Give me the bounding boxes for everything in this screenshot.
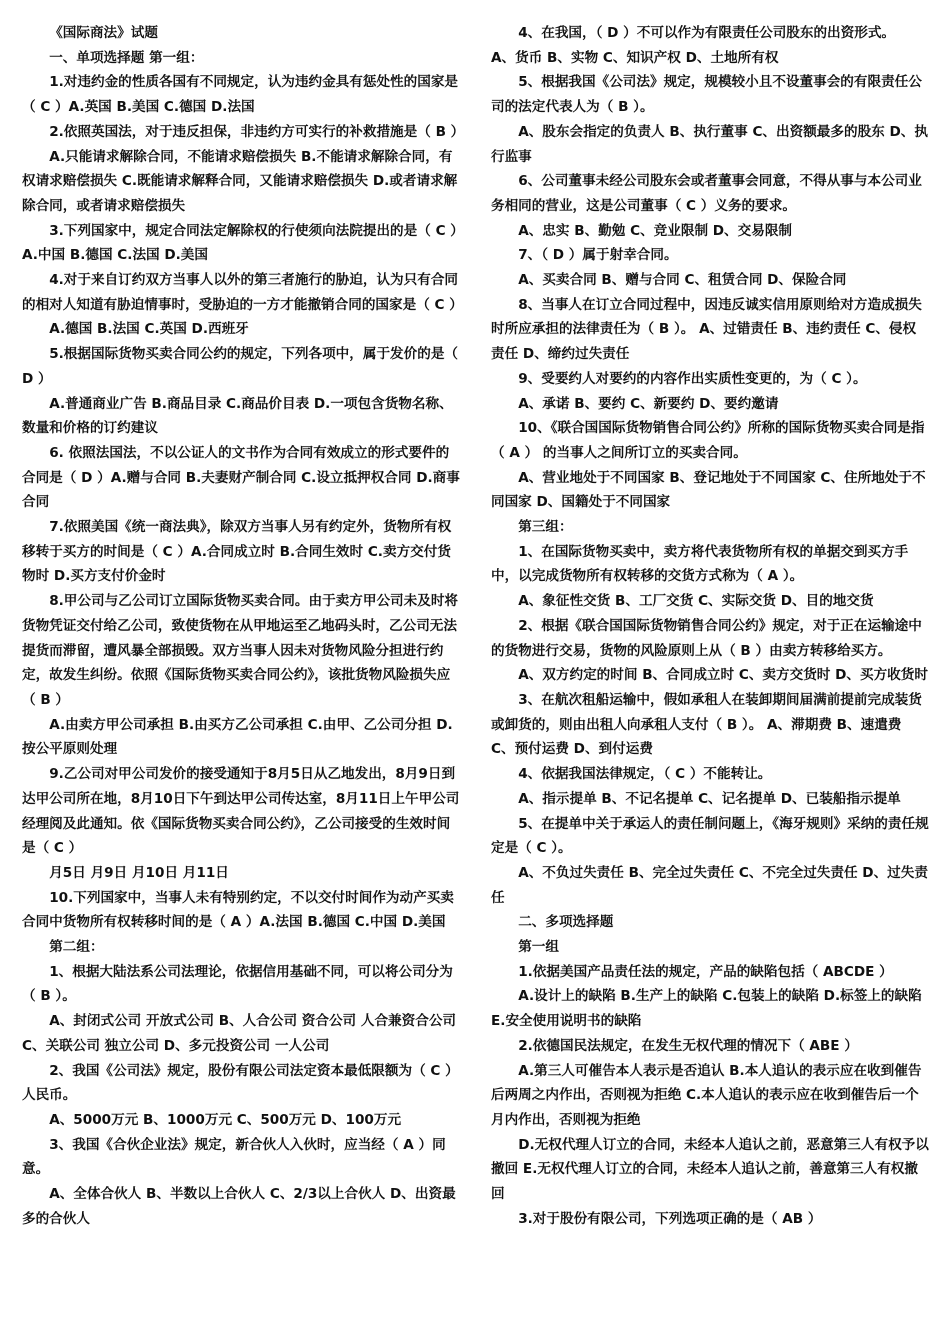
- text-paragraph: A.只能请求解除合同，不能请求赔偿损失 B.不能请求解除合同，有权请求赔偿损失 C.既能请求解释合同，又能请求赔偿损失 D.或者请求解除合同，或者请求赔偿损失: [22, 148, 458, 214]
- text-paragraph: 2.依德国民法规定，在发生无权代理的情况下（ ABE ）: [518, 1037, 858, 1054]
- text-paragraph: A.设计上的缺陷 B.生产上的缺陷 C.包装上的缺陷 D.标签上的缺陷 E.安全使用说明书的缺陷: [491, 988, 922, 1030]
- right-text-column: [491, 21, 929, 1231]
- text-paragraph: 1、在国际货物买卖中，卖方将代表货物所有权的单据交到买方手中，以完成货物所有权转移的交货方式称为（ A ）。: [491, 543, 909, 585]
- text-paragraph: 10.下列国家中，当事人未有特别约定，不以交付时间作为动产买卖合同中货物所有权转移时间的是（ A ）A.法国 B.德国 C.中国 D.美国: [22, 889, 454, 931]
- text-paragraph: A.由卖方甲公司承担 B.由买方乙公司承担 C.由甲、乙公司分担 D.按公平原则处理: [22, 716, 453, 758]
- text-paragraph: A、买卖合同 B、赠与合同 C、租赁合同 D、保险合同: [518, 272, 847, 289]
- text-paragraph: 5.根据国际货物买卖合同公约的规定，下列各项中，属于发价的是（ D ）: [22, 346, 459, 387]
- text-paragraph: A、忠实 B、勤勉 C、竞业限制 D、交易限制: [518, 222, 793, 239]
- text-paragraph: 4.对于来自订约双方当事人以外的第三者施行的胁迫，认为只有合同的相对人知道有胁迫情事时，受胁迫的一方才能撤销合同的国家是（ C ）: [22, 272, 463, 313]
- text-paragraph: A、承诺 B、要约 C、新要约 D、要约邀请: [518, 395, 779, 412]
- text-paragraph: 1.依据美国产品责任法的规定，产品的缺陷包括（ ABCDE ）: [518, 963, 893, 980]
- text-paragraph: 1、根据大陆法系公司法理论，依据信用基础不同，可以将公司分为（ B ）。: [22, 963, 453, 1005]
- text-paragraph: 9.乙公司对甲公司发价的接受通知于8月5日从乙地发出，8月9日到达甲公司所在地，8月10日下午到达甲公司传达室，8月11日上午甲公司经理阅及此通知。依《国际货物买卖合同公约》，乙公司接受的生效时间是（ C ）: [22, 766, 460, 857]
- text-paragraph: A、营业地处于不同国家 B、登记地处于不同国家 C、住所地处于不同国家 D、国籍处于不同国家: [491, 469, 926, 511]
- text-paragraph: 一、单项选择题 第一组：: [49, 49, 204, 66]
- text-paragraph: 第一组: [518, 939, 559, 956]
- text-paragraph: 3.下列国家中，规定合同法定解除权的行使须向法院提出的是（ C ）A.中国 B.德国 C.法国 D.美国: [22, 222, 458, 264]
- text-paragraph: A、股东会指定的负责人 B、执行董事 C、出资额最多的股东 D、执行监事: [491, 123, 928, 165]
- text-paragraph: A、不负过失责任 B、完全过失责任 C、不完全过失责任 D、过失责任: [491, 864, 928, 906]
- text-paragraph: 9、受要约人对要约的内容作出实质性变更的，为（ C ）。: [518, 370, 867, 387]
- text-paragraph: 6、公司董事未经公司股东会或者董事会同意，不得从事与本公司业务相同的营业，这是公司董事（ C ）义务的要求。: [491, 173, 922, 214]
- text-paragraph: 《国际商法》试题: [49, 25, 158, 41]
- text-paragraph: A、封闭式公司 开放式公司 B、人合公司 资合公司 人合兼资合公司 C、关联公司 独立公司 D、多元投资公司 一人公司: [22, 1013, 457, 1054]
- text-paragraph: 2、我国《公司法》规定，股份有限公司法定资本最低限额为（ C ）人民币。: [22, 1062, 459, 1104]
- text-paragraph: 第三组：: [518, 519, 573, 536]
- text-paragraph: 4、在我国，（ D ）不可以作为有限责任公司股东的出资形式。: [518, 25, 896, 41]
- text-paragraph: 8.甲公司与乙公司订立国际货物买卖合同。由于卖方甲公司未及时将货物凭证交付给乙公司，致使货物在从甲地运至乙地码头时，乙公司无法提货而滞留，遭风暴全部损毁。双方当事人因未对货物风险分担进行约定，故发生纠纷。依照《国际货物买卖合同公约》，该批货物风险损失应（ B ）: [22, 593, 459, 708]
- text-paragraph: A、象征性交货 B、工厂交货 C、实际交货 D、目的地交货: [518, 593, 874, 610]
- text-paragraph: 3、在航次租船运输中，假如承租人在装卸期间届满前提前完成装货或卸货的，则由出租人向承租人支付（ B ）。 A、滞期费 B、速遣费 C、预付运费 D、到付运费: [491, 691, 922, 758]
- text-paragraph: 7.依照美国《统一商法典》，除双方当事人另有约定外，货物所有权移转于买方的时间是（ C ）A.合同成立时 B.合同生效时 C.卖方交付货物时 D.买方支付价金时: [22, 519, 452, 585]
- text-paragraph: A.第三人可催告本人表示是否追认 B.本人追认的表示应在收到催告后两周之内作出，否则视为拒绝 C.本人追认的表示应在收到催告后一个月内作出，否则视为拒绝: [491, 1062, 922, 1128]
- text-paragraph: A、货币 B、实物 C、知识产权 D、土地所有权: [491, 49, 779, 66]
- text-paragraph: D.无权代理人订立的合同，未经本人追认之前，恶意第三人有权予以撤回 E.无权代理人订立的合同，未经本人追认之前，善意第三人有权撤回: [491, 1136, 929, 1203]
- text-paragraph: 3.对于股份有限公司，下列选项正确的是（ AB ）: [518, 1210, 822, 1227]
- text-paragraph: 2.依照英国法，对于违反担保，非违约方可实行的补救措施是（ B ）: [49, 123, 465, 140]
- text-paragraph: 第二组：: [49, 939, 104, 956]
- text-paragraph: A、5000万元 B、1000万元 C、500万元 D、100万元: [49, 1111, 402, 1128]
- text-paragraph: 7、（ D ）属于射幸合同。: [518, 247, 678, 264]
- text-paragraph: A、全体合伙人 B、半数以上合伙人 C、2/3以上合伙人 D、出资最多的合伙人: [22, 1186, 456, 1227]
- text-paragraph: 2、根据《联合国国际货物销售合同公约》规定，对于正在运输途中的货物进行交易，货物的风险原则上从（ B ）由卖方转移给买方。: [491, 617, 922, 659]
- text-paragraph: 月5日 月9日 月10日 月11日: [49, 864, 229, 881]
- text-paragraph: A、双方约定的时间 B、合同成立时 C、卖方交货时 D、买方收货时: [518, 667, 928, 684]
- text-paragraph: A.普通商业广告 B.商品目录 C.商品价目表 D.一项包含货物名称、数量和价格的订约建议: [22, 395, 453, 437]
- text-paragraph: 4、依据我国法律规定，（ C ）不能转让。: [518, 766, 772, 783]
- text-paragraph: A、指示提单 B、不记名提单 C、记名提单 D、已装船指示提单: [518, 790, 901, 807]
- text-paragraph: 10、《联合国国际货物销售合同公约》所称的国际货物买卖合同是指（ A ） 的当事人之间所订立的买卖合同。: [491, 420, 925, 461]
- text-paragraph: 1.对违约金的性质各国有不同规定，认为违约金具有惩处性的国家是（ C ）A.英国 B.美国 C.德国 D.法国: [22, 74, 459, 116]
- text-paragraph: 5、在提单中关于承运人的责任制问题上，《海牙规则》采纳的责任规定是（ C ）。: [491, 815, 929, 857]
- text-paragraph: 8、当事人在订立合同过程中，因违反诚实信用原则给对方造成损失时所应承担的法律责任为（ B ）。 A、过错责任 B、违约责任 C、侵权责任 D、缔约过失责任: [491, 296, 922, 363]
- text-paragraph: 3、我国《合伙企业法》规定，新合伙人入伙时，应当经（ A ）同意。: [22, 1136, 446, 1178]
- text-paragraph: 二、多项选择题: [518, 914, 614, 931]
- text-paragraph: A.德国 B.法国 C.英国 D.西班牙: [49, 321, 249, 338]
- left-text-column: [22, 21, 465, 1231]
- text-paragraph: 5、根据我国《公司法》规定，规模较小且不设董事会的有限责任公司的法定代表人为（ B ）。: [491, 74, 922, 116]
- text-paragraph: 6. 依照法国法，不以公证人的文书作为合同有效成立的形式要件的合同是（ D ）A.赠与合同 B.夫妻财产制合同 C.设立抵押权合同 D.商事合同: [22, 444, 460, 511]
